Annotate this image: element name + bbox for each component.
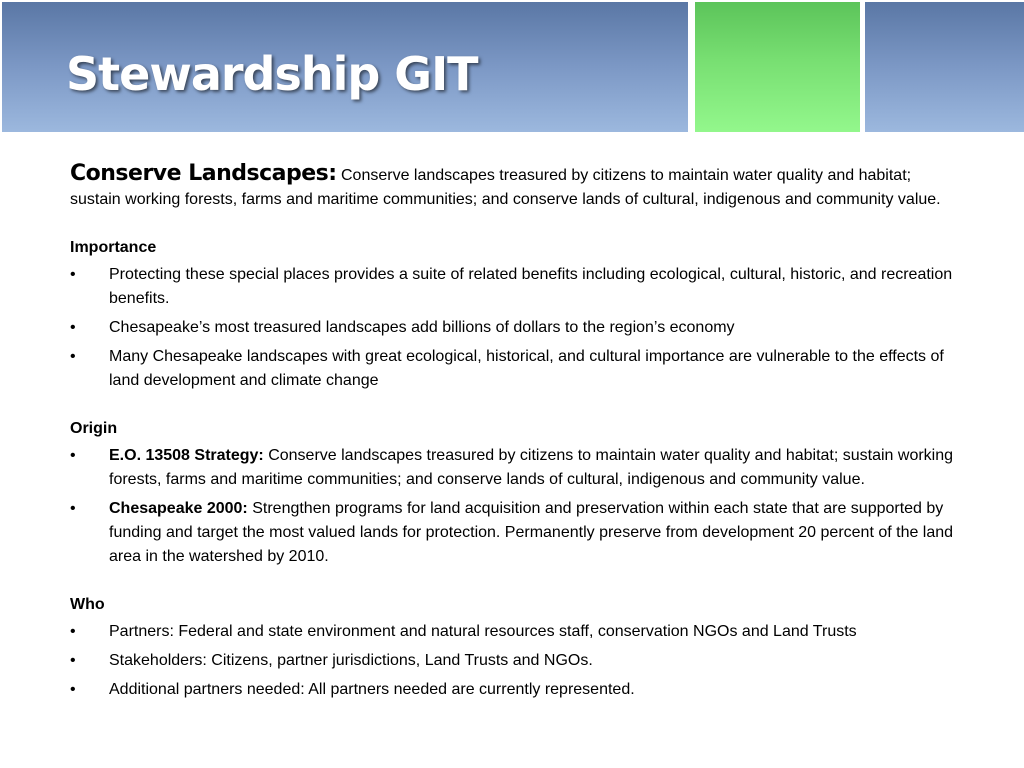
list-item-text: Many Chesapeake landscapes with great ecological, historical, and cultural importance are vulnerable to the effects of land development and climate change — [109, 348, 944, 389]
list-item-text: Chesapeake’s most treasured landscapes add billions of dollars to the region’s economy — [109, 319, 735, 336]
intro-heading: Conserve Landscapes: — [70, 161, 337, 186]
bullet-icon: • — [70, 447, 76, 464]
section-heading-origin: Origin — [70, 420, 118, 437]
green-accent-block — [695, 2, 860, 132]
list-item-text: Stakeholders: Citizens, partner jurisdictions, Land Trusts and NGOs. — [109, 652, 593, 669]
list-item-text: Additional partners needed: All partners needed are currently represented. — [109, 681, 635, 698]
bullet-icon: • — [70, 652, 76, 669]
intro-paragraph — [70, 162, 962, 212]
list-item-text: Protecting these special places provides a suite of related benefits including ecological, cultural, historic, and recreation benefits. — [109, 266, 953, 307]
list-item — [70, 497, 962, 569]
section-heading-importance: Importance — [70, 239, 157, 256]
list-item — [70, 316, 962, 340]
list-item — [70, 649, 962, 673]
list-item — [70, 678, 962, 702]
bullet-icon: • — [70, 266, 76, 283]
bullet-icon: • — [70, 348, 76, 365]
slide-content — [70, 162, 962, 707]
bullet-icon: • — [70, 500, 76, 517]
bullet-icon: • — [70, 681, 76, 698]
list-item-lead: E.O. 13508 Strategy: — [109, 447, 264, 464]
who-list — [70, 620, 962, 702]
list-item-text: Partners: Federal and state environment and natural resources staff, conservation NGOs and Land Trusts — [109, 623, 857, 640]
list-item — [70, 444, 962, 492]
bullet-icon: • — [70, 319, 76, 336]
slide-title: Stewardship GIT — [66, 47, 478, 101]
list-item-text: Conserve landscapes treasured by citizens to maintain water quality and habitat; sustain working forests, farms and maritime communities; and conserve lands of cultural, indigenous and community value. — [109, 447, 954, 488]
section-who — [70, 593, 962, 702]
list-item — [70, 345, 962, 393]
intro-text: Conserve landscapes treasured by citizens to maintain water quality and habitat; sustain working forests, farms and maritime communities; and conserve lands of cultural, indigenous and community value. — [70, 167, 941, 208]
importance-list — [70, 263, 962, 393]
list-item-text: Strengthen programs for land acquisition and preservation within each state that are supported by funding and target the most valued lands for protection. Permanently preserve from development 20 percent of the land area in the watershed by 2010. — [109, 500, 954, 565]
section-origin — [70, 417, 962, 569]
list-item-lead: Chesapeake 2000: — [109, 500, 248, 517]
section-importance — [70, 236, 962, 393]
list-item — [70, 263, 962, 311]
blue-accent-block — [865, 2, 1024, 132]
list-item — [70, 620, 962, 644]
origin-list — [70, 444, 962, 569]
bullet-icon: • — [70, 623, 76, 640]
section-heading-who: Who — [70, 596, 105, 613]
